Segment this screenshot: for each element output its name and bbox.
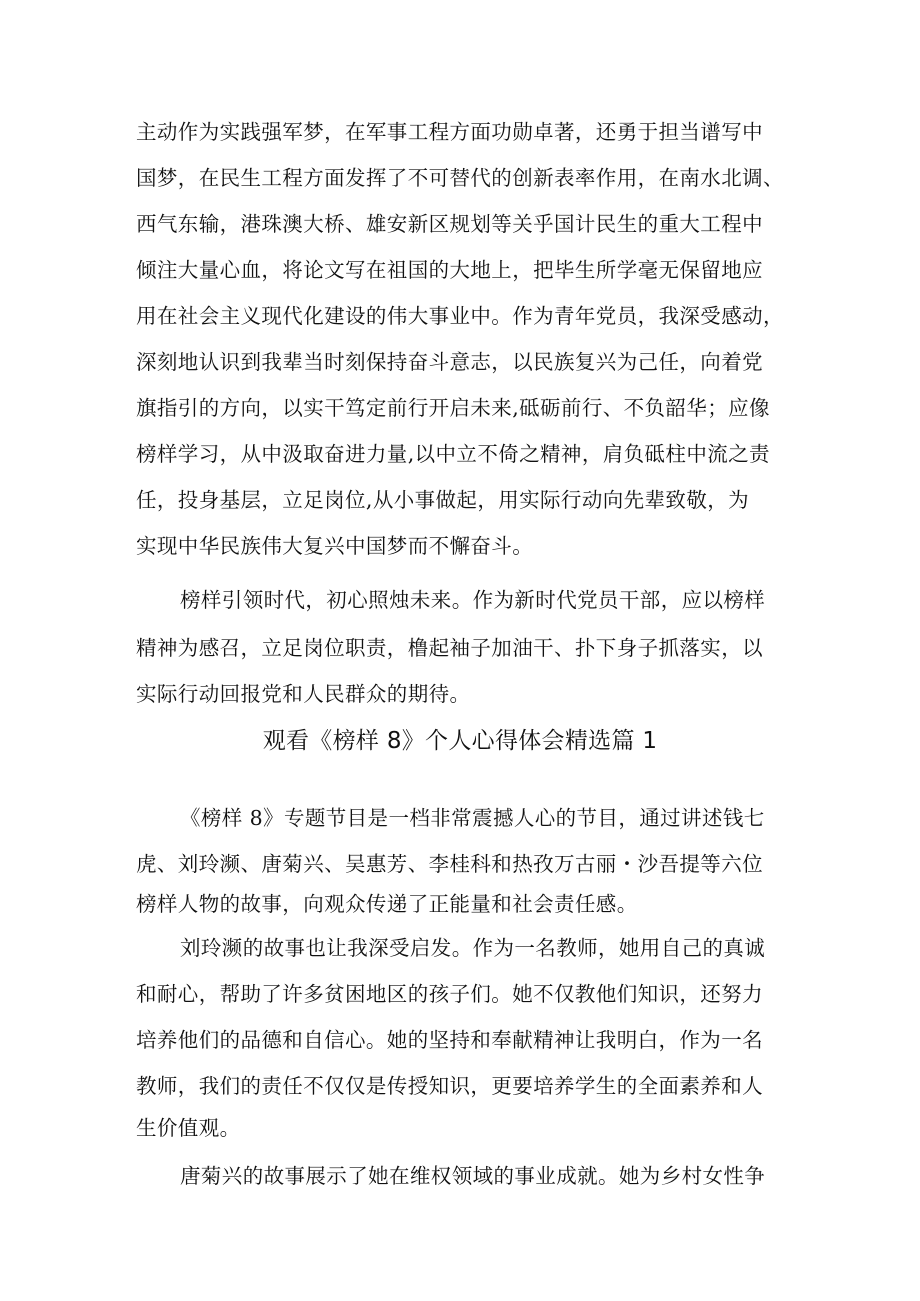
paragraph-line: 精神为感召，立足岗位职责，橹起袖子加油干、扑下身子抓落实，以	[136, 636, 763, 660]
paragraph-line: 实际行动回报党和人民群众的期待。	[136, 682, 471, 706]
paragraph-line: 实现中华民族伟大复兴中国梦而不懈奋斗。	[136, 534, 534, 558]
paragraph-line: 生价值观。	[136, 1116, 241, 1140]
paragraph-line: 任，投身基层，立足岗位,从小事做起，用实际行动向先辈致敬，为	[136, 488, 750, 512]
paragraph-line: 刘玲濒的故事也让我深受启发。作为一名教师，她用自己的真诚	[180, 936, 766, 960]
paragraph-line: 西气东输，港珠澳大桥、雄安新区规划等关乎国计民生的重大工程中	[136, 212, 763, 236]
paragraph-line: 主动作为实践强军梦，在军事工程方面功勋卓著，还勇于担当谱写中	[136, 120, 763, 144]
paragraph-line: 《榜样 8》专题节目是一档非常震撼人心的节目，通过讲述钱七	[180, 806, 765, 830]
paragraph-line: 培养他们的品德和自信心。她的坚持和奉献精神让我明白，作为一名	[136, 1028, 763, 1052]
paragraph-line: 国梦，在民生工程方面发挥了不可替代的创新表率作用，在南水北调、	[136, 166, 784, 190]
paragraph-line: 榜样引领时代，初心照烛未来。作为新时代党员干部，应以榜样	[180, 588, 766, 612]
paragraph-line: 教师，我们的责任不仅仅是传授知识，更要培养学生的全面素养和人	[136, 1074, 763, 1098]
paragraph-line: 深刻地认识到我辈当时刻保持奋斗意志，以民族复兴为己任，向着党	[136, 350, 763, 374]
section-title: 观看《榜样 8》个人心得体会精选篇 1	[262, 728, 658, 754]
paragraph-line: 榜样学习，从中汲取奋进力量,以中立不倚之精神，肩负砥柱中流之责	[136, 442, 770, 466]
paragraph-line: 虎、刘玲濒、唐菊兴、吴惠芳、李桂科和热孜万古丽・沙吾提等六位	[136, 852, 763, 876]
paragraph-line: 用在社会主义现代化建设的伟大事业中。作为青年党员，我深受感动，	[136, 304, 784, 328]
paragraph-line: 旗指引的方向，以实干笃定前行开启未来,砥砺前行、不负韶华；应像	[136, 396, 770, 420]
paragraph-line: 唐菊兴的故事展示了她在维权领域的事业成就。她为乡村女性争	[180, 1164, 766, 1188]
paragraph-line: 和耐心，帮助了许多贫困地区的孩子们。她不仅教他们知识，还努力	[136, 982, 763, 1006]
paragraph-line: 榜样人物的故事，向观众传递了正能量和社会责任感。	[136, 892, 638, 916]
paragraph-line: 倾注大量心血，将论文写在祖国的大地上，把毕生所学毫无保留地应	[136, 258, 763, 282]
